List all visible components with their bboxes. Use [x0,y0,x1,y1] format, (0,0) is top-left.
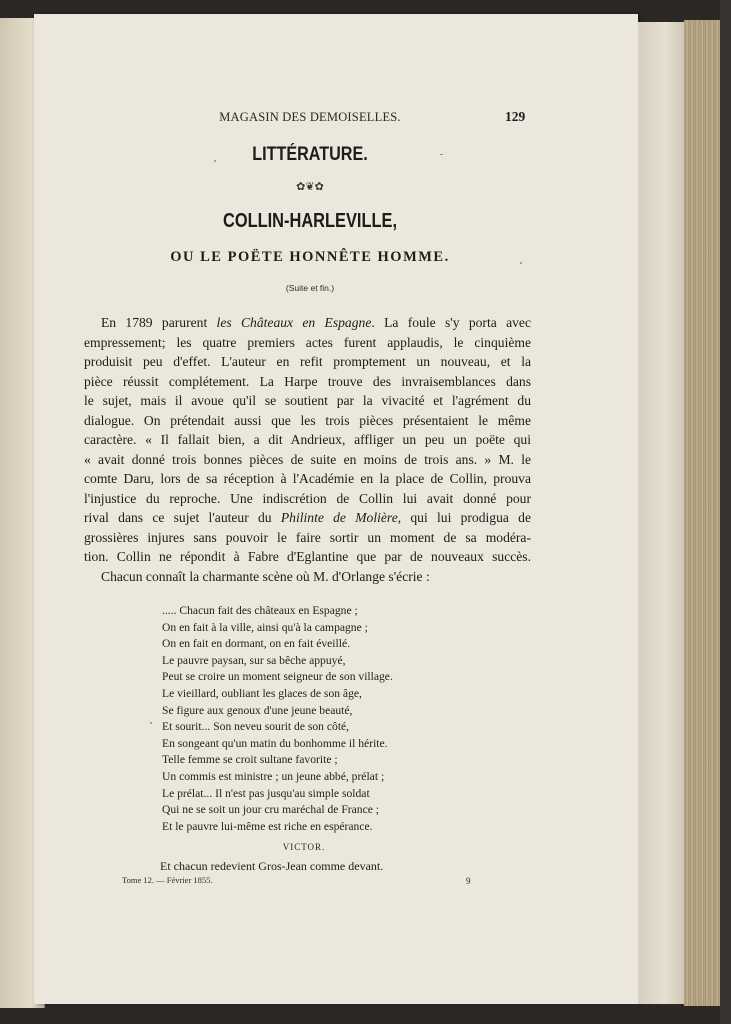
body-line: empressement; les quatre premiers actes furent applaudis, le cinquième [84,334,531,350]
body-line: produisit peu d'effet. L'auteur en refit promptement un nouveau, et la [84,354,531,369]
verse-line: Se figure aux genoux d'une jeune beauté, [162,703,353,717]
quoted-verse [162,603,482,835]
paper-speck [214,160,216,162]
body-line: rival dans ce sujet l'auteur du Philinte de Molière, qui lui prodigua de [84,510,531,525]
volume-footer: Tome 12. — Février 1855. [122,875,213,885]
verse-line: Un commis est ministre ; un jeune abbé, prélat ; [162,769,385,783]
body-line: comte Daru, lors de sa réception à l'Académie en la place de Collin, prouva [84,471,531,486]
text-block-edge [684,20,720,1006]
body-line: tion. Collin ne répondit à Fabre d'Eglantine que par de nouveaux succès. [84,549,531,564]
body-line: l'injustice du reproche. Une indiscrétion de Collin lui avait donné pour [84,490,531,506]
verse-line: ..... Chacun fait des châteaux en Espagne ; [162,604,358,617]
verse-line: Et sourit... Son neveu sourit de son côté, [162,720,350,734]
verse-line: On en fait à la ville, ainsi qu'à la campagne ; [162,620,368,634]
body-line: En 1789 parurent les Châteaux en Espagne. La foule s'y porta avec [101,315,531,330]
verse-line: On en fait en dormant, on en fait éveillé. [162,637,351,651]
body-line: caractère. « Il fallait bien, a dit Andrieux, affliger un peu un poëte qui [84,432,531,447]
ornament-icon: ✿❦✿ [296,181,324,193]
verse-line: Le prélat... Il n'est pas jusqu'au simple soldat [162,786,370,800]
paper-speck [440,154,443,155]
body-line: dialogue. On prétendait aussi que les trois pièces présentaient le même [84,412,531,428]
article-title: COLLIN-HARLEVILLE, [222,210,398,232]
verse-signature: VICTOR. [282,842,326,852]
signature-mark: 9 [466,876,471,886]
section-title: LITTÉRATURE. [252,144,368,165]
verse-line: En songeant qu'un matin du bonhomme il hérite. [162,736,388,750]
paper-speck [520,262,522,264]
article-body [84,313,531,586]
continuation-note: (Suite et fin.) [285,283,335,293]
body-line: grossières injures sans pouvoir le faire sortir un moment de sa modéra- [84,529,531,545]
verse-line: Et le pauvre lui-même est riche en espérance. [162,819,373,833]
running-title: MAGASIN DES DEMOISELLES. [219,110,401,124]
paper-speck [150,722,152,724]
verse-line: Peut se croire un moment seigneur de son village. [162,670,393,684]
page-number: 129 [505,109,526,124]
page-fore-edge [638,22,684,1004]
closing-line: Et chacun redevient Gros-Jean comme devant. [160,859,384,873]
verse-line: Le pauvre paysan, sur sa bêche appuyé, [162,653,346,667]
body-line: pièce réussit complétement. La Harpe trouve des invraisemblances dans [84,373,531,389]
body-line: Chacun connaît la charmante scène où M. d'Orlange s'écrie : [101,568,430,584]
verse-line: Telle femme se croit sultane favorite ; [162,753,338,767]
body-line: le sujet, mais il avoue qu'il se soutient par la vivacité et l'agrément du [84,393,531,408]
book-cover [720,0,731,1024]
verse-line: Le vieillard, oubliant les glaces de son âge, [162,686,362,700]
body-line: « avait donné trois bonnes pièces de suite en moins de trois ans. » M. le [84,451,531,467]
article-subtitle: OU LE POËTE HONNÊTE HOMME. [170,249,450,265]
verse-line: Qui ne se soit un jour cru maréchal de France ; [162,803,379,817]
